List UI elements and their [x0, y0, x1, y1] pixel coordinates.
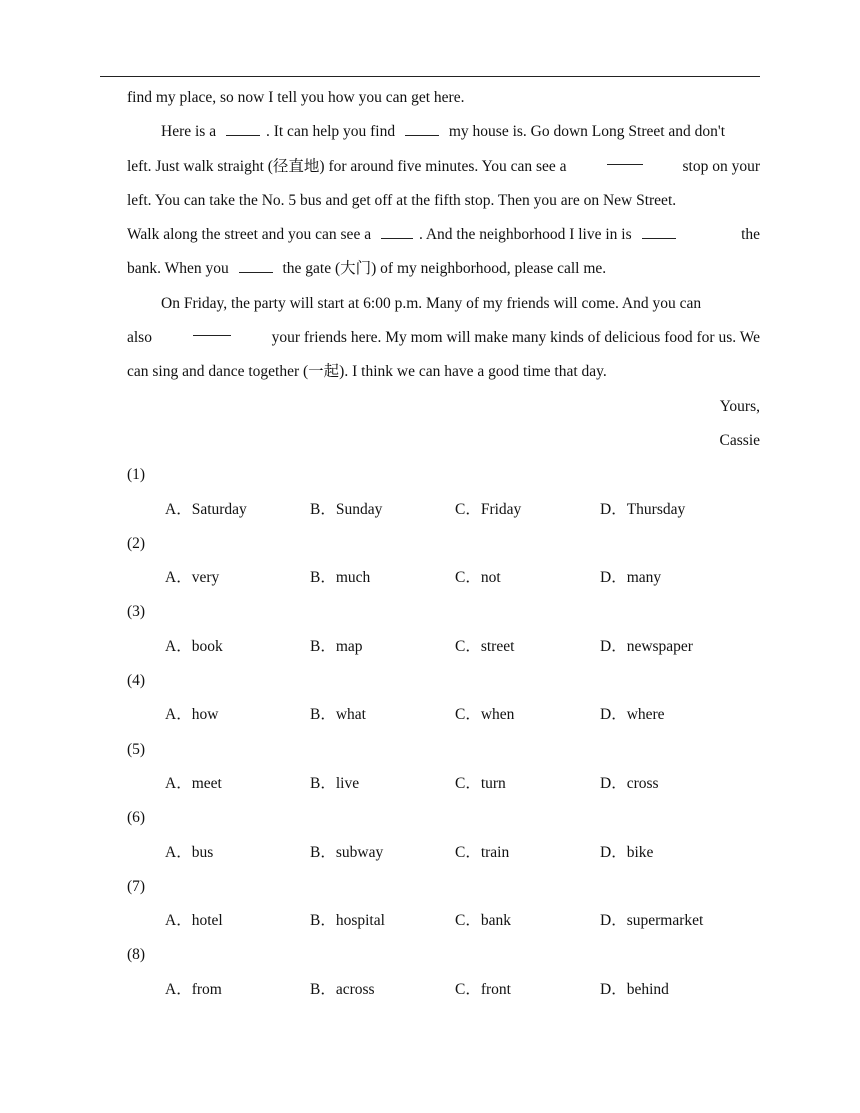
question-number: (2)	[127, 534, 146, 552]
blank-2	[405, 121, 439, 136]
text-span: left. You can take the No. 5 bus and get off at the fifth stop. Then you are on New Street.	[127, 191, 677, 209]
option-a[interactable]: A．from	[165, 980, 222, 998]
option-d[interactable]: D．Thursday	[600, 500, 686, 518]
text-span: the gate (大门) of my neighborhood, please call me.	[282, 260, 607, 278]
question-number: (1)	[127, 466, 146, 484]
option-d[interactable]: D．newspaper	[600, 637, 693, 655]
option-b[interactable]: B．map	[310, 637, 363, 655]
letter-signature: Cassie	[719, 431, 760, 449]
question-number: (7)	[127, 877, 146, 895]
passage-line	[127, 115, 760, 149]
passage-line: can sing and dance together (一起). I think we can have a good time that day.	[127, 363, 607, 381]
passage-line: On Friday, the party will start at 6:00 p.m. Many of my friends will come. And you can	[161, 294, 702, 312]
option-a[interactable]: A．bus	[165, 843, 214, 861]
option-c[interactable]: C．train	[455, 843, 510, 861]
option-d[interactable]: D．where	[600, 706, 665, 724]
passage-line	[127, 218, 760, 252]
option-c[interactable]: C．when	[455, 706, 515, 724]
passage-line	[127, 150, 760, 184]
option-a[interactable]: A．how	[165, 706, 219, 724]
document-body	[127, 81, 760, 1007]
text-span: stop on your	[682, 157, 760, 175]
question-options	[127, 836, 760, 870]
option-b[interactable]: B．live	[310, 774, 360, 792]
question-list	[127, 458, 760, 1007]
passage-line: find my place, so now I tell you how you can get here.	[127, 89, 465, 106]
question-number: (5)	[127, 740, 146, 758]
option-b[interactable]: B．much	[310, 569, 371, 587]
option-d[interactable]: D．behind	[600, 980, 669, 998]
option-d[interactable]: D．many	[600, 569, 662, 587]
text-span: left. Just walk straight (径直地) for around five minutes. You can see a	[127, 157, 567, 175]
blank-4	[381, 224, 413, 239]
option-a[interactable]: A．meet	[165, 774, 222, 792]
text-span: your friends here. My mom will make many kinds of delicious food for us. We	[271, 329, 760, 347]
question-number: (8)	[127, 946, 146, 964]
question-number: (4)	[127, 672, 146, 690]
question-options	[127, 493, 760, 527]
option-c[interactable]: C．front	[455, 980, 511, 998]
text-span: Here is a	[161, 123, 217, 141]
question-number: (6)	[127, 809, 146, 827]
letter-closing: Yours,	[719, 397, 760, 415]
option-b[interactable]: B．what	[310, 706, 366, 724]
blank-3	[607, 150, 643, 165]
question-options	[127, 904, 760, 938]
option-c[interactable]: C．turn	[455, 774, 506, 792]
passage-line	[127, 321, 760, 355]
option-d[interactable]: D．bike	[600, 843, 654, 861]
header-rule	[100, 76, 760, 77]
text-span: also	[127, 329, 152, 347]
text-span: . And the neighborhood I live in is	[418, 226, 632, 244]
option-b[interactable]: B．hospital	[310, 912, 385, 930]
option-a[interactable]: A．hotel	[165, 912, 223, 930]
question-options	[127, 561, 760, 595]
blank-1	[226, 121, 260, 136]
option-c[interactable]: C．not	[455, 569, 501, 587]
option-c[interactable]: C．street	[455, 637, 515, 655]
text-span: . It can help you find	[265, 123, 396, 141]
question-options	[127, 767, 760, 801]
question-options	[127, 973, 760, 1007]
option-a[interactable]: A．very	[165, 569, 220, 587]
option-b[interactable]: B．subway	[310, 843, 384, 861]
text-span: my house is. Go down Long Street and don't	[448, 123, 726, 141]
option-c[interactable]: C．Friday	[455, 500, 522, 518]
question-options	[127, 630, 760, 664]
option-d[interactable]: D．supermarket	[600, 912, 704, 930]
option-a[interactable]: A．book	[165, 637, 223, 655]
option-a[interactable]: A．Saturday	[165, 500, 247, 518]
option-b[interactable]: B．Sunday	[310, 500, 383, 518]
passage-line	[127, 252, 760, 286]
blank-7	[193, 321, 231, 336]
option-b[interactable]: B．across	[310, 980, 375, 998]
passage-line	[127, 184, 760, 218]
option-d[interactable]: D．cross	[600, 774, 659, 792]
option-c[interactable]: C．bank	[455, 912, 511, 930]
question-options	[127, 698, 760, 732]
text-span: the	[741, 226, 760, 244]
text-span: Walk along the street and you can see a	[127, 226, 372, 244]
question-number: (3)	[127, 603, 146, 621]
text-span: bank. When you	[127, 260, 229, 278]
blank-6	[239, 258, 273, 273]
blank-5	[642, 224, 676, 239]
